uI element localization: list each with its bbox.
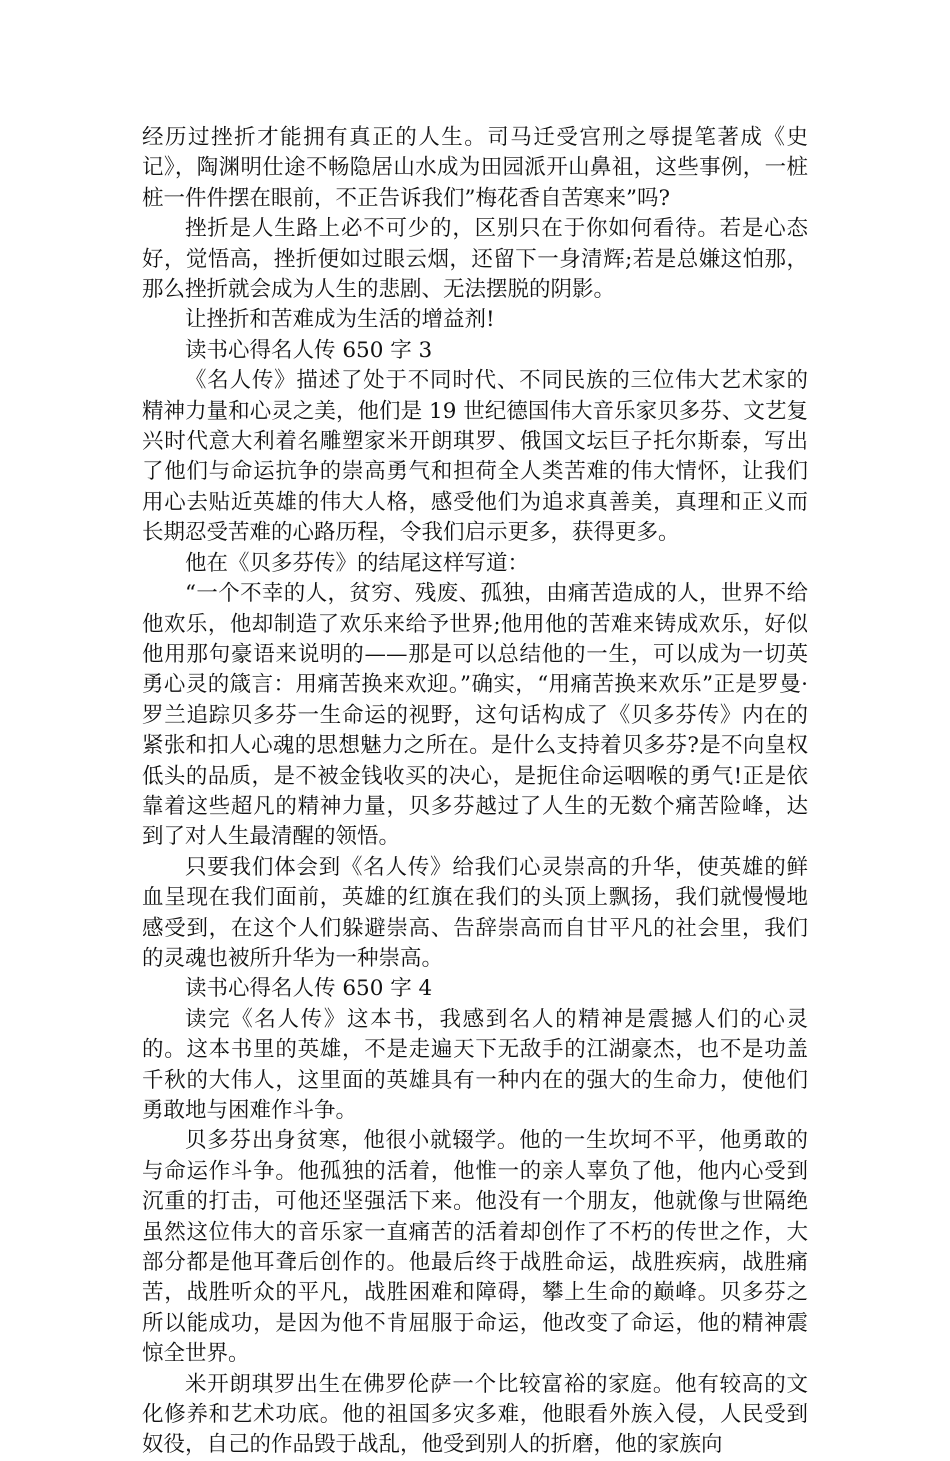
paragraph-2: 挫折是人生路上必不可少的，区别只在于你如何看待。若是心态好，觉悟高，挫折便如过眼云烟，还留下一身清辉;若是总嫌这怕那，那么挫折就会成为人生的悲剧、无法摆脱的阴影。 bbox=[142, 216, 808, 303]
paragraph-3: 让挫折和苦难成为生活的增益剂! bbox=[185, 307, 495, 333]
paragraph-5: 他在《贝多芬传》的结尾这样写道： bbox=[185, 550, 530, 576]
paragraph-9: 贝多芬出身贫寒，他很小就辍学。他的一生坎坷不平，他勇敢的与命运作斗争。他孤独的活着，他惟一的亲人辜负了他，他内心受到沉重的打击，可他还坚强活下来。他没有一个朋友，他就像与世隔绝虽然这位伟大的音乐家一直痛苦的活着却创作了不朽的传世之作，大部分都是他耳聋后创作的。他最后终于战胜命运，战胜疾病，战胜痛苦，战胜听众的平凡，战胜困难和障碍，攀上生命的巅峰。贝多芬之所以能成功，是因为他不肯屈服于命运，他改变了命运，他的精神震惊全世界。 bbox=[142, 1128, 808, 1367]
paragraph-7: 只要我们体会到《名人传》给我们心灵崇高的升华，使英雄的鲜血呈现在我们面前，英雄的红旗在我们的头顶上飘扬，我们就慢慢地感受到，在这个人们躲避崇高、告辞崇高而自甘平凡的社会里，我们的灵魂也被所升华为一种崇高。 bbox=[142, 854, 808, 971]
paragraph-1: 经历过挫折才能拥有真正的人生。司马迁受宫刑之辱提笔著成《史记》，陶渊明仕途不畅隐居山水成为田园派开山鼻祖，这些事例，一桩桩一件件摆在眼前，不正告诉我们”梅花香自苦寒来”吗? bbox=[142, 125, 808, 211]
paragraph-4: 《名人传》描述了处于不同时代、不同民族的三位伟大艺术家的精神力量和心灵之美，他们是 19 世纪德国伟大音乐家贝多芬、文艺复兴时代意大利着名雕塑家米开朗琪罗、俄国文坛巨子托尔斯泰，写出了他们与命运抗争的崇高勇气和担荷全人类苦难的伟大情怀，让我们用心去贴近英雄的伟大人格，感受他们为追求真善美，真理和正义而长期忍受苦难的心路历程，令我们启示更多，获得更多。 bbox=[142, 368, 808, 546]
paragraph-8: 读完《名人传》这本书，我感到名人的精神是震撼人们的心灵的。这本书里的英雄，不是走遍天下无敌手的江湖豪杰，也不是功盖千秋的大伟人，这里面的英雄具有一种内在的强大的生命力，使他们勇敢地与困难作斗争。 bbox=[142, 1006, 808, 1123]
document-page bbox=[142, 123, 808, 1461]
paragraph-10: 米开朗琪罗出生在佛罗伦萨一个比较富裕的家庭。他有较高的文化修养和艺术功底。他的祖国多灾多难，他眼看外族入侵，人民受到奴役，自己的作品毁于战乱，他受到别人的折磨，他的家族向 bbox=[142, 1371, 808, 1458]
section-heading-3: 读书心得名人传 650 字 3 bbox=[185, 337, 433, 363]
section-heading-4: 读书心得名人传 650 字 4 bbox=[185, 976, 433, 1002]
paragraph-6: “一个不幸的人，贫穷、残废、孤独，由痛苦造成的人，世界不给他欢乐，他却制造了欢乐来给予世界;他用他的苦难来铸成欢乐，好似他用那句豪语来说明的——那是可以总结他的一生，可以成为一切英勇心灵的箴言：用痛苦换来欢迎。”确实，“用痛苦换来欢乐”正是罗曼·罗兰追踪贝多芬一生命运的视野，这句话构成了《贝多芬传》内在的紧张和扣人心魂的思想魅力之所在。是什么支持着贝多芬?是不向皇权低头的品质，是不被金钱收买的决心，是扼住命运咽喉的勇气!正是依靠着这些超凡的精神力量，贝多芬越过了人生的无数个痛苦险峰，达到了对人生最清醒的领悟。 bbox=[142, 581, 808, 850]
